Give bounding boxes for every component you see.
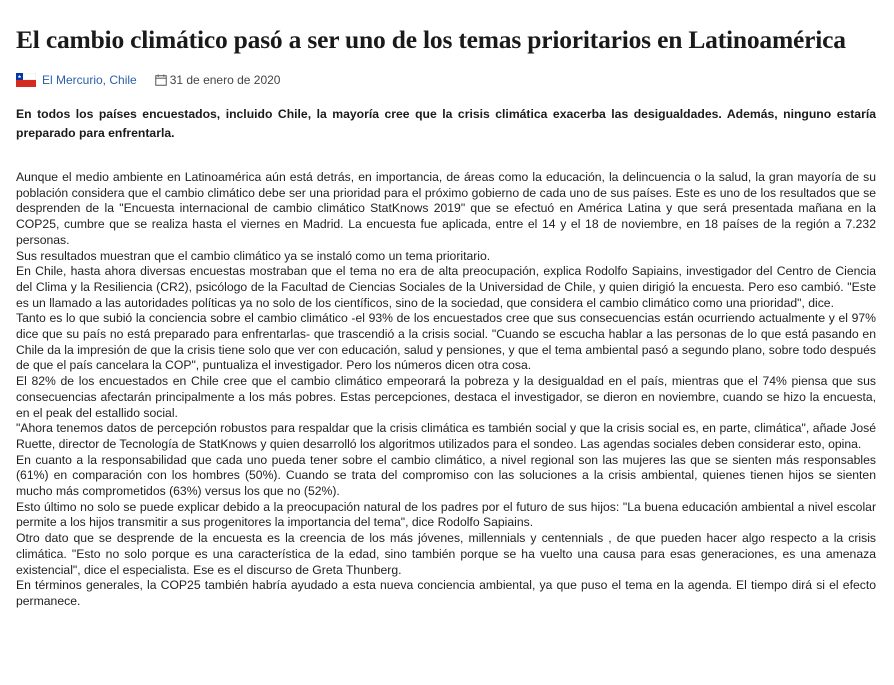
- body-paragraph: En cuanto a la responsabilidad que cada uno pueda tener sobre el cambio climático, a nivel regional son las mujeres las que se sienten más responsables (61%) en comparación con los hombres (50%). Cuando se trata del compromiso con las soluciones a la crisis ambiental, quienes tienen hijos se sienten mucho más comprometidos (63%) versus los que no (52%).: [16, 452, 876, 499]
- body-paragraph: El 82% de los encuestados en Chile cree que el cambio climático empeorará la pobreza y la desigualdad en el país, mientras que el 74% piensa que sus consecuencias afectarán principalmente a los más pobres. Estas percepciones, destaca el investigador, se dieron en noviembre, cuando se hizo la encuesta, en el peak del estallido social.: [16, 374, 876, 420]
- body-paragraph: "Ahora tenemos datos de percepción robustos para respaldar que la crisis climática es también social y que la crisis social es, en parte, climática", añade José Ruette, director de Tecnología de StatKnows y quien desarrolló los algoritmos utilizados para el sondeo. Las agendas sociales deben considerar esto, opina.: [16, 421, 876, 451]
- article-meta: [16, 73, 876, 87]
- body-paragraph: Tanto es lo que subió la conciencia sobre el cambio climático -el 93% de los encuestados cree que sus consecuencias están ocurriendo actualmente y el 97% dice que su país no está preparado para enfrentarlas- que trascendió a la crisis social. "Cuando se escucha hablar a las personas de lo que está pasando en Chile da la impresión de que la crisis tiene solo que ver con educación, salud y pensiones, y que el tema ambiental pasó a segundo plano, sobre todo después de que el país cancelara la COP", puntualiza el investigador. Pero los números dicen otra cosa.: [16, 311, 876, 373]
- chile-flag-icon: [16, 73, 36, 87]
- source-link[interactable]: El Mercurio, Chile: [42, 73, 137, 87]
- article-lead: En todos los países encuestados, incluido Chile, la mayoría cree que la crisis climática exacerba las desigualdades. Además, ninguno estaría preparado para enfrentarla.: [16, 107, 876, 140]
- body-paragraph: En términos generales, la COP25 también habría ayudado a esta nueva conciencia ambiental, ya que puso el tema en la agenda. El tiempo dirá si el efecto permanece.: [16, 578, 876, 608]
- body-paragraph: Aunque el medio ambiente en Latinoamérica aún está detrás, en importancia, de áreas como la educación, la delincuencia o la salud, la gran mayoría de su población considera que el cambio climático debe ser una prioridad para el próximo gobierno de cada uno de sus países. Este es uno de los resultados que se desprenden de la "Encuesta internacional de cambio climático StatKnows 2019" que se efectuó en América Latina y que será presentada mañana en la COP25, cumbre que se realiza hasta el viernes en Madrid. La encuesta fue aplicada, entre el 14 y el 18 de noviembre, en 18 países de la región a 7.232 personas.: [16, 170, 876, 247]
- article-body: [16, 170, 876, 610]
- body-paragraph: Esto último no solo se puede explicar debido a la preocupación natural de los padres por el futuro de sus hijos: "La buena educación ambiental a nivel escolar permite a los hijos transmitir a sus progenitores la importancia del tema", dice Rodolfo Sapiains.: [16, 499, 876, 530]
- publish-date: 31 de enero de 2020: [169, 73, 281, 87]
- body-paragraph: Otro dato que se desprende de la encuesta es la creencia de los más jóvenes, millennials y centennials , de que pueden hacer algo respecto a la crisis climática. "Esto no solo porque es una característica de la edad, sino también porque se ha vuelto una causa para esas generaciones, es una amenaza existencial", dice el especialista. Ese es el discurso de Greta Thunberg.: [16, 531, 876, 577]
- calendar-icon: [155, 74, 167, 86]
- article: [16, 26, 876, 610]
- body-paragraph: Sus resultados muestran que el cambio climático ya se instaló como un tema prioritario.: [16, 248, 491, 263]
- body-paragraph: En Chile, hasta ahora diversas encuestas mostraban que el tema no era de alta preocupación, explica Rodolfo Sapiains, investigador del Centro de Ciencia del Clima y la Resiliencia (CR2), psicólogo de la Facultad de Ciencias Sociales de la Universidad de Chile, y quien dirigió la encuesta. Pero eso cambió. "Este es un llamado a las autoridades políticas ya no solo de los científicos, sino de la sociedad, que considera el cambio climático como una prioridad", dice.: [16, 264, 876, 310]
- article-title: El cambio climático pasó a ser uno de los temas prioritarios en Latinoamérica: [16, 25, 846, 54]
